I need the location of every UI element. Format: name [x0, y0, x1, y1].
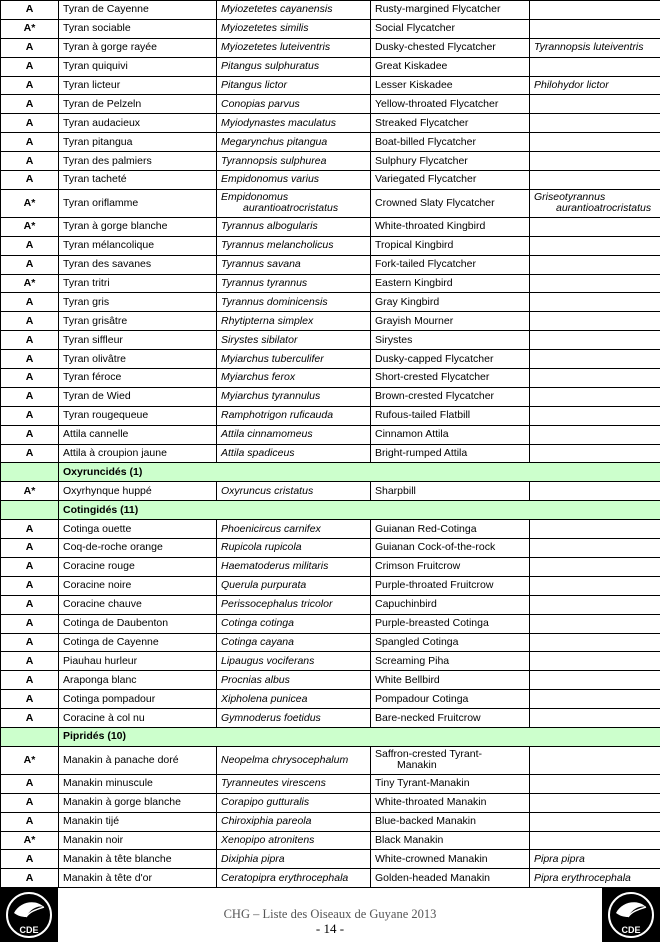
- scientific-name: Xenopipo atronitens: [217, 831, 371, 850]
- status-code: A: [1, 425, 59, 444]
- status-code: A: [1, 444, 59, 463]
- scientific-name: Procnias albus: [217, 671, 371, 690]
- french-name: Oxyrhynque huppé: [59, 482, 217, 501]
- synonym-name: [530, 293, 660, 312]
- french-name: Tyran à gorge blanche: [59, 217, 217, 236]
- logo-text: CDE: [19, 925, 39, 935]
- scientific-name: Tyrannus dominicensis: [217, 293, 371, 312]
- scientific-name: Neopelma chrysocephalum: [217, 746, 371, 774]
- french-name: Coracine à col nu: [59, 709, 217, 728]
- scientific-name: Cotinga cotinga: [217, 614, 371, 633]
- synonym-name: [530, 312, 660, 331]
- scientific-name: Tyrannus albogularis: [217, 217, 371, 236]
- synonym-name: [530, 152, 660, 171]
- scientific-name: Myiozetetes similis: [217, 19, 371, 38]
- status-code: A*: [1, 482, 59, 501]
- french-name: Tyran tacheté: [59, 171, 217, 190]
- status-code: A: [1, 236, 59, 255]
- english-name: Golden-headed Manakin: [371, 869, 530, 888]
- english-name: White-throated Manakin: [371, 793, 530, 812]
- french-name: Tyran rougequeue: [59, 406, 217, 425]
- english-name: Blue-backed Manakin: [371, 812, 530, 831]
- status-code: A: [1, 369, 59, 388]
- synonym-name: [530, 576, 660, 595]
- synonym-name: [530, 690, 660, 709]
- scientific-name: Myiarchus tyrannulus: [217, 387, 371, 406]
- english-name: Short-crested Flycatcher: [371, 369, 530, 388]
- english-name: Purple-breasted Cotinga: [371, 614, 530, 633]
- species-row: [1, 171, 660, 190]
- logo-text: CDE: [621, 925, 641, 935]
- synonym-name: [530, 19, 660, 38]
- synonym-name: [530, 350, 660, 369]
- french-name: Manakin à gorge blanche: [59, 793, 217, 812]
- scientific-name: Rupicola rupicola: [217, 539, 371, 558]
- synonym-name: [530, 652, 660, 671]
- status-code: A: [1, 652, 59, 671]
- english-name: White-throated Kingbird: [371, 217, 530, 236]
- english-name: [371, 746, 530, 774]
- status-code: A: [1, 95, 59, 114]
- synonym-name: [530, 406, 660, 425]
- french-name: Attila cannelle: [59, 425, 217, 444]
- french-name: Tyran de Cayenne: [59, 1, 217, 20]
- cde-logo: [602, 887, 660, 942]
- synonym-name: [530, 614, 660, 633]
- species-row: [1, 690, 660, 709]
- status-code: A: [1, 595, 59, 614]
- species-row: [1, 831, 660, 850]
- status-code: A: [1, 133, 59, 152]
- scientific-name: Perissocephalus tricolor: [217, 595, 371, 614]
- french-name: Cotinga de Cayenne: [59, 633, 217, 652]
- french-name: Tyran gris: [59, 293, 217, 312]
- french-name: Attila à croupion jaune: [59, 444, 217, 463]
- synonym-name: [530, 171, 660, 190]
- status-code: A: [1, 114, 59, 133]
- species-row: [1, 133, 660, 152]
- scientific-name: Rhytipterna simplex: [217, 312, 371, 331]
- family-header-row: [1, 501, 660, 520]
- species-row: [1, 520, 660, 539]
- status-code: A: [1, 671, 59, 690]
- french-name: Piauhau hurleur: [59, 652, 217, 671]
- scientific-name: Tyranneutes virescens: [217, 774, 371, 793]
- scientific-name: Pitangus lictor: [217, 76, 371, 95]
- status-code: A: [1, 520, 59, 539]
- family-name: Cotingidés (11): [59, 501, 660, 520]
- english-name: Social Flycatcher: [371, 19, 530, 38]
- french-name: Manakin tijé: [59, 812, 217, 831]
- family-header-row: [1, 727, 660, 746]
- status-code: A: [1, 312, 59, 331]
- status-code: A*: [1, 831, 59, 850]
- scientific-name: Myiarchus ferox: [217, 369, 371, 388]
- synonym-name: [530, 793, 660, 812]
- status-code: A: [1, 152, 59, 171]
- synonym-name: [530, 557, 660, 576]
- english-name: Eastern Kingbird: [371, 274, 530, 293]
- scientific-name: Ceratopipra erythrocephala: [217, 869, 371, 888]
- english-name: Pompadour Cotinga: [371, 690, 530, 709]
- family-header-spacer: [1, 463, 59, 482]
- status-code: A: [1, 171, 59, 190]
- species-row: [1, 1, 660, 20]
- species-row: [1, 331, 660, 350]
- status-code: A*: [1, 746, 59, 774]
- species-row: [1, 444, 660, 463]
- english-name: Great Kiskadee: [371, 57, 530, 76]
- synonym-name: Pipra erythrocephala: [530, 869, 660, 888]
- species-row: [1, 369, 660, 388]
- scientific-name: Querula purpurata: [217, 576, 371, 595]
- french-name: Tyran oriflamme: [59, 189, 217, 217]
- scientific-name: Empidonomus varius: [217, 171, 371, 190]
- french-name: Araponga blanc: [59, 671, 217, 690]
- status-code: A*: [1, 274, 59, 293]
- status-code: A: [1, 406, 59, 425]
- scientific-name: Cotinga cayana: [217, 633, 371, 652]
- status-code: A: [1, 793, 59, 812]
- status-code: A: [1, 539, 59, 558]
- french-name: Tyran olivâtre: [59, 350, 217, 369]
- species-row: [1, 19, 660, 38]
- english-name: Black Manakin: [371, 831, 530, 850]
- english-name: Dusky-chested Flycatcher: [371, 38, 530, 57]
- scientific-name: Attila spadiceus: [217, 444, 371, 463]
- french-name: Tyran quiquivi: [59, 57, 217, 76]
- scientific-name: Conopias parvus: [217, 95, 371, 114]
- synonym-name: Tyrannopsis luteiventris: [530, 38, 660, 57]
- species-row: [1, 312, 660, 331]
- scientific-name: Tyrannopsis sulphurea: [217, 152, 371, 171]
- synonym-name: [530, 114, 660, 133]
- synonym-name: [530, 482, 660, 501]
- species-row: [1, 425, 660, 444]
- synonym-name: [530, 774, 660, 793]
- english-name: Rusty-margined Flycatcher: [371, 1, 530, 20]
- french-name: Tyran des palmiers: [59, 152, 217, 171]
- species-row: [1, 76, 660, 95]
- english-name: Spangled Cotinga: [371, 633, 530, 652]
- species-row: [1, 95, 660, 114]
- english-name: Lesser Kiskadee: [371, 76, 530, 95]
- species-row: [1, 709, 660, 728]
- french-name: Tyran de Pelzeln: [59, 95, 217, 114]
- english-name-line2: Manakin: [397, 759, 437, 772]
- status-code: A: [1, 387, 59, 406]
- synonym-name: [530, 539, 660, 558]
- english-name: Cinnamon Attila: [371, 425, 530, 444]
- french-name: Tyran grisâtre: [59, 312, 217, 331]
- synonym-name: [530, 369, 660, 388]
- species-row: [1, 406, 660, 425]
- species-row: [1, 236, 660, 255]
- french-name: Tyran sociable: [59, 19, 217, 38]
- status-code: A: [1, 614, 59, 633]
- french-name: Tyran audacieux: [59, 114, 217, 133]
- family-name: Pipridés (10): [59, 727, 660, 746]
- french-name: Tyran mélancolique: [59, 236, 217, 255]
- synonym-name: [530, 255, 660, 274]
- species-row: [1, 850, 660, 869]
- french-name: Manakin à panache doré: [59, 746, 217, 774]
- scientific-name: Tyrannus tyrannus: [217, 274, 371, 293]
- french-name: Coracine rouge: [59, 557, 217, 576]
- english-name-line1: Saffron-crested Tyrant-: [375, 748, 482, 761]
- scientific-name: Tyrannus savana: [217, 255, 371, 274]
- page-number: - 14 -: [315, 921, 345, 936]
- species-row: [1, 671, 660, 690]
- synonym-name: [530, 812, 660, 831]
- english-name: Yellow-throated Flycatcher: [371, 95, 530, 114]
- english-name: Bare-necked Fruitcrow: [371, 709, 530, 728]
- english-name: Screaming Piha: [371, 652, 530, 671]
- scientific-name: Myiodynastes maculatus: [217, 114, 371, 133]
- synonym-name: [530, 425, 660, 444]
- synonym-name: [530, 387, 660, 406]
- synonym-name: [530, 217, 660, 236]
- scientific-name-line2: aurantioatrocristatus: [243, 202, 339, 215]
- status-code: A: [1, 576, 59, 595]
- french-name: Tyran des savanes: [59, 255, 217, 274]
- french-name: Cotinga ouette: [59, 520, 217, 539]
- synonym-name: [530, 709, 660, 728]
- species-row: [1, 387, 660, 406]
- species-row: [1, 614, 660, 633]
- synonym-name: [530, 520, 660, 539]
- species-row: [1, 633, 660, 652]
- french-name: Manakin à tête blanche: [59, 850, 217, 869]
- species-row: [1, 793, 660, 812]
- species-row: [1, 217, 660, 236]
- status-code: A: [1, 812, 59, 831]
- french-name: Tyran tritri: [59, 274, 217, 293]
- species-row: [1, 189, 660, 217]
- synonym-name: [530, 444, 660, 463]
- scientific-name: Corapipo gutturalis: [217, 793, 371, 812]
- status-code: A: [1, 869, 59, 888]
- synonym-name: [530, 671, 660, 690]
- synonym-name: [530, 595, 660, 614]
- scientific-name-line1: Empidonomus: [221, 191, 289, 204]
- species-row: [1, 539, 660, 558]
- french-name: Cotinga de Daubenton: [59, 614, 217, 633]
- english-name: Tropical Kingbird: [371, 236, 530, 255]
- species-row: [1, 746, 660, 774]
- scientific-name: Pitangus sulphuratus: [217, 57, 371, 76]
- french-name: Tyran à gorge rayée: [59, 38, 217, 57]
- french-name: Manakin à tête d'or: [59, 869, 217, 888]
- species-row: [1, 255, 660, 274]
- french-name: Tyran pitangua: [59, 133, 217, 152]
- english-name: Sulphury Flycatcher: [371, 152, 530, 171]
- scientific-name: Lipaugus vociferans: [217, 652, 371, 671]
- english-name: Dusky-capped Flycatcher: [371, 350, 530, 369]
- scientific-name: Gymnoderus foetidus: [217, 709, 371, 728]
- status-code: A: [1, 76, 59, 95]
- species-row: [1, 152, 660, 171]
- english-name: Brown-crested Flycatcher: [371, 387, 530, 406]
- scientific-name: Phoenicircus carnifex: [217, 520, 371, 539]
- status-code: A*: [1, 189, 59, 217]
- english-name: White Bellbird: [371, 671, 530, 690]
- family-header-spacer: [1, 501, 59, 520]
- english-name: Guianan Cock-of-the-rock: [371, 539, 530, 558]
- french-name: Tyran siffleur: [59, 331, 217, 350]
- species-row: [1, 293, 660, 312]
- english-name: Crimson Fruitcrow: [371, 557, 530, 576]
- page-footer: [0, 887, 660, 942]
- scientific-name: Myiarchus tuberculifer: [217, 350, 371, 369]
- synonym-name-line2: aurantioatrocristatus: [556, 202, 652, 215]
- english-name: Capuchinbird: [371, 595, 530, 614]
- french-name: Coracine chauve: [59, 595, 217, 614]
- scientific-name: Ramphotrigon ruficauda: [217, 406, 371, 425]
- synonym-name: [530, 331, 660, 350]
- status-code: A: [1, 293, 59, 312]
- synonym-name: [530, 1, 660, 20]
- status-code: A: [1, 38, 59, 57]
- synonym-name: [530, 831, 660, 850]
- status-code: A: [1, 1, 59, 20]
- scientific-name: Sirystes sibilator: [217, 331, 371, 350]
- footer-title: CHG – Liste des Oiseaux de Guyane 2013: [223, 907, 437, 921]
- english-name: Rufous-tailed Flatbill: [371, 406, 530, 425]
- status-code: A: [1, 331, 59, 350]
- english-name: Sharpbill: [371, 482, 530, 501]
- scientific-name: Oxyruncus cristatus: [217, 482, 371, 501]
- species-row: [1, 557, 660, 576]
- english-name: Tiny Tyrant-Manakin: [371, 774, 530, 793]
- status-code: A*: [1, 217, 59, 236]
- scientific-name: Myiozetetes cayanensis: [217, 1, 371, 20]
- status-code: A: [1, 690, 59, 709]
- synonym-name: [530, 236, 660, 255]
- synonym-name: [530, 133, 660, 152]
- scientific-name: Tyrannus melancholicus: [217, 236, 371, 255]
- synonym-name: [530, 57, 660, 76]
- species-row: [1, 774, 660, 793]
- english-name: Crowned Slaty Flycatcher: [371, 189, 530, 217]
- species-row: [1, 595, 660, 614]
- english-name: Boat-billed Flycatcher: [371, 133, 530, 152]
- french-name: Coracine noire: [59, 576, 217, 595]
- status-code: A: [1, 633, 59, 652]
- scientific-name: Haematoderus militaris: [217, 557, 371, 576]
- family-header-spacer: [1, 727, 59, 746]
- scientific-name: Attila cinnamomeus: [217, 425, 371, 444]
- species-row: [1, 652, 660, 671]
- french-name: Manakin minuscule: [59, 774, 217, 793]
- species-row: [1, 274, 660, 293]
- english-name: Fork-tailed Flycatcher: [371, 255, 530, 274]
- scientific-name: [217, 189, 371, 217]
- species-row: [1, 482, 660, 501]
- status-code: A: [1, 255, 59, 274]
- synonym-name: [530, 633, 660, 652]
- synonym-name: [530, 189, 660, 217]
- french-name: Tyran licteur: [59, 76, 217, 95]
- species-row: [1, 38, 660, 57]
- status-code: A: [1, 57, 59, 76]
- synonym-name: [530, 746, 660, 774]
- status-code: A: [1, 850, 59, 869]
- species-row: [1, 812, 660, 831]
- family-name: Oxyruncidés (1): [59, 463, 660, 482]
- french-name: Cotinga pompadour: [59, 690, 217, 709]
- scientific-name: Myiozetetes luteiventris: [217, 38, 371, 57]
- english-name: Purple-throated Fruitcrow: [371, 576, 530, 595]
- species-row: [1, 57, 660, 76]
- english-name: Streaked Flycatcher: [371, 114, 530, 133]
- status-code: A: [1, 557, 59, 576]
- status-code: A: [1, 709, 59, 728]
- english-name: Sirystes: [371, 331, 530, 350]
- english-name: Grayish Mourner: [371, 312, 530, 331]
- species-row: [1, 114, 660, 133]
- scientific-name: Xipholena punicea: [217, 690, 371, 709]
- french-name: Tyran féroce: [59, 369, 217, 388]
- english-name: Variegated Flycatcher: [371, 171, 530, 190]
- status-code: A*: [1, 19, 59, 38]
- scientific-name: Chiroxiphia pareola: [217, 812, 371, 831]
- status-code: A: [1, 774, 59, 793]
- species-row: [1, 576, 660, 595]
- french-name: Tyran de Wied: [59, 387, 217, 406]
- french-name: Manakin noir: [59, 831, 217, 850]
- family-header-row: [1, 463, 660, 482]
- english-name: Guianan Red-Cotinga: [371, 520, 530, 539]
- french-name: Coq-de-roche orange: [59, 539, 217, 558]
- english-name: Bright-rumped Attila: [371, 444, 530, 463]
- synonym-name: Philohydor lictor: [530, 76, 660, 95]
- synonym-name: Pipra pipra: [530, 850, 660, 869]
- species-row: [1, 869, 660, 888]
- synonym-name: [530, 274, 660, 293]
- species-row: [1, 350, 660, 369]
- synonym-name-line1: Griseotyrannus: [534, 191, 606, 204]
- english-name: Gray Kingbird: [371, 293, 530, 312]
- synonym-name: [530, 95, 660, 114]
- english-name: White-crowned Manakin: [371, 850, 530, 869]
- scientific-name: Megarynchus pitangua: [217, 133, 371, 152]
- status-code: A: [1, 350, 59, 369]
- scientific-name: Dixiphia pipra: [217, 850, 371, 869]
